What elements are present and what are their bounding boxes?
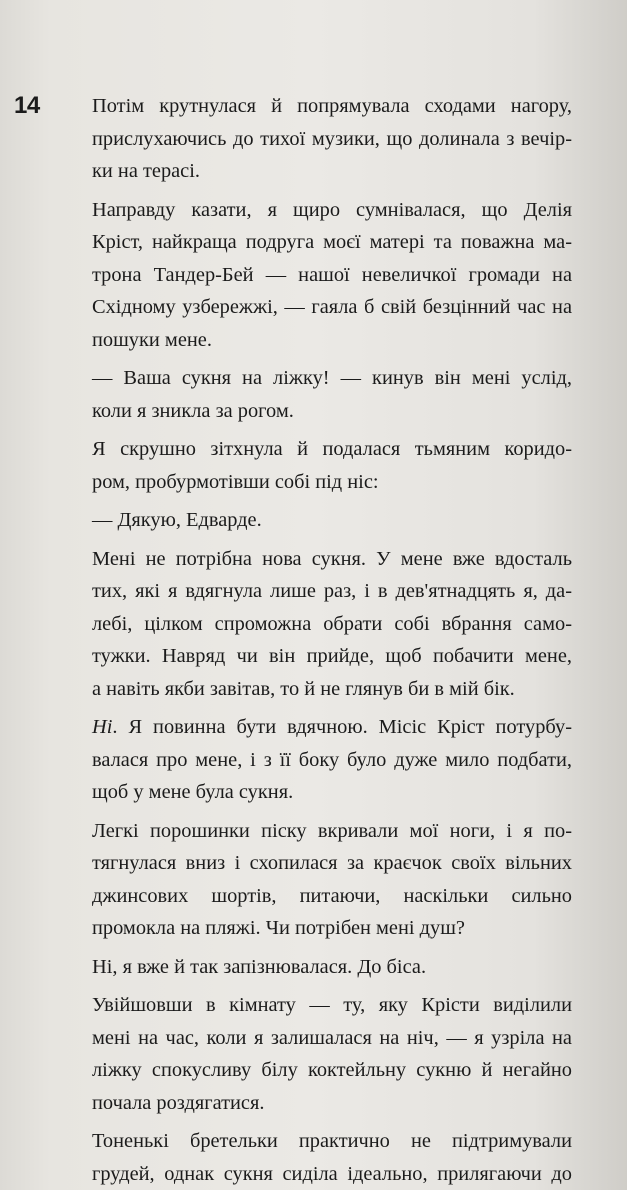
paragraph [92, 504, 572, 537]
text-line [92, 711, 572, 744]
text-line: Направду казати, я щиро сумнівалася, що Делія [92, 194, 572, 227]
paragraph [92, 1125, 572, 1190]
page-number: 14 [14, 90, 40, 122]
paragraph [92, 433, 572, 498]
text-line: — Дякую, Едварде. [92, 504, 572, 537]
italic-word: Ні [92, 716, 112, 738]
paragraph [92, 194, 572, 357]
text-line: Ні, я вже й так запізнювалася. До біса. [92, 951, 572, 984]
text-fragment: . Я повинна бути вдячною. Місіс Кріст потурбу- [112, 716, 572, 738]
text-line: джинсових шортів, питаючи, наскільки сильно [92, 880, 572, 913]
text-line: Східному узбережжі, — гаяла б свій безцінний час на [92, 291, 572, 324]
text-line: а навіть якби завітав, то й не глянув би в мій бік. [92, 673, 572, 706]
body-text [92, 90, 572, 1190]
text-line: Легкі порошинки піску вкривали мої ноги, і я по- [92, 815, 572, 848]
text-line: пошуки мене. [92, 324, 572, 357]
paragraph [92, 362, 572, 427]
text-line: валася про мене, і з її боку було дуже мило подбати, [92, 744, 572, 777]
text-line: промокла на пляжі. Чи потрібен мені душ? [92, 912, 572, 945]
paragraph [92, 951, 572, 984]
text-line: Тоненькі бретельки практично не підтримували [92, 1125, 572, 1158]
text-line: коли я зникла за рогом. [92, 395, 572, 428]
paragraph [92, 989, 572, 1119]
text-line: Мені не потрібна нова сукня. У мене вже вдосталь [92, 543, 572, 576]
paragraph [92, 543, 572, 706]
text-line: щоб у мене була сукня. [92, 776, 572, 809]
text-line: Потім крутнулася й попрямувала сходами нагору, [92, 90, 572, 123]
text-line: лебі, цілком спроможна обрати собі вбрання само- [92, 608, 572, 641]
text-line: тягнулася вниз і схопилася за краєчок своїх вільних [92, 847, 572, 880]
text-line: Кріст, найкраща подруга моєї матері та поважна ма- [92, 226, 572, 259]
text-line: трона Тандер-Бей — нашої невеличкої громади на [92, 259, 572, 292]
paragraph [92, 815, 572, 945]
text-line: Увійшовши в кімнату — ту, яку Крісти виділили [92, 989, 572, 1022]
text-line: тих, які я вдягнула лише раз, і в дев'ятнадцять я, да- [92, 575, 572, 608]
text-line: прислухаючись до тихої музики, що долинала з вечір- [92, 123, 572, 156]
text-line: ки на терасі. [92, 155, 572, 188]
text-line: грудей, однак сукня сиділа ідеально, прилягаючи до [92, 1158, 572, 1190]
text-line: ліжку спокусливу білу коктейльну сукню й негайно [92, 1054, 572, 1087]
text-line: мені на час, коли я залишалася на ніч, — я узріла на [92, 1022, 572, 1055]
paragraph [92, 711, 572, 809]
text-line: ром, пробурмотівши собі під ніс: [92, 466, 572, 499]
paragraph [92, 90, 572, 188]
text-line: тужки. Навряд чи він прийде, щоб побачити мене, [92, 640, 572, 673]
text-line: почала роздягатися. [92, 1087, 572, 1120]
text-line: — Ваша сукня на ліжку! — кинув він мені услід, [92, 362, 572, 395]
text-line: Я скрушно зітхнула й подалася тьмяним коридо- [92, 433, 572, 466]
